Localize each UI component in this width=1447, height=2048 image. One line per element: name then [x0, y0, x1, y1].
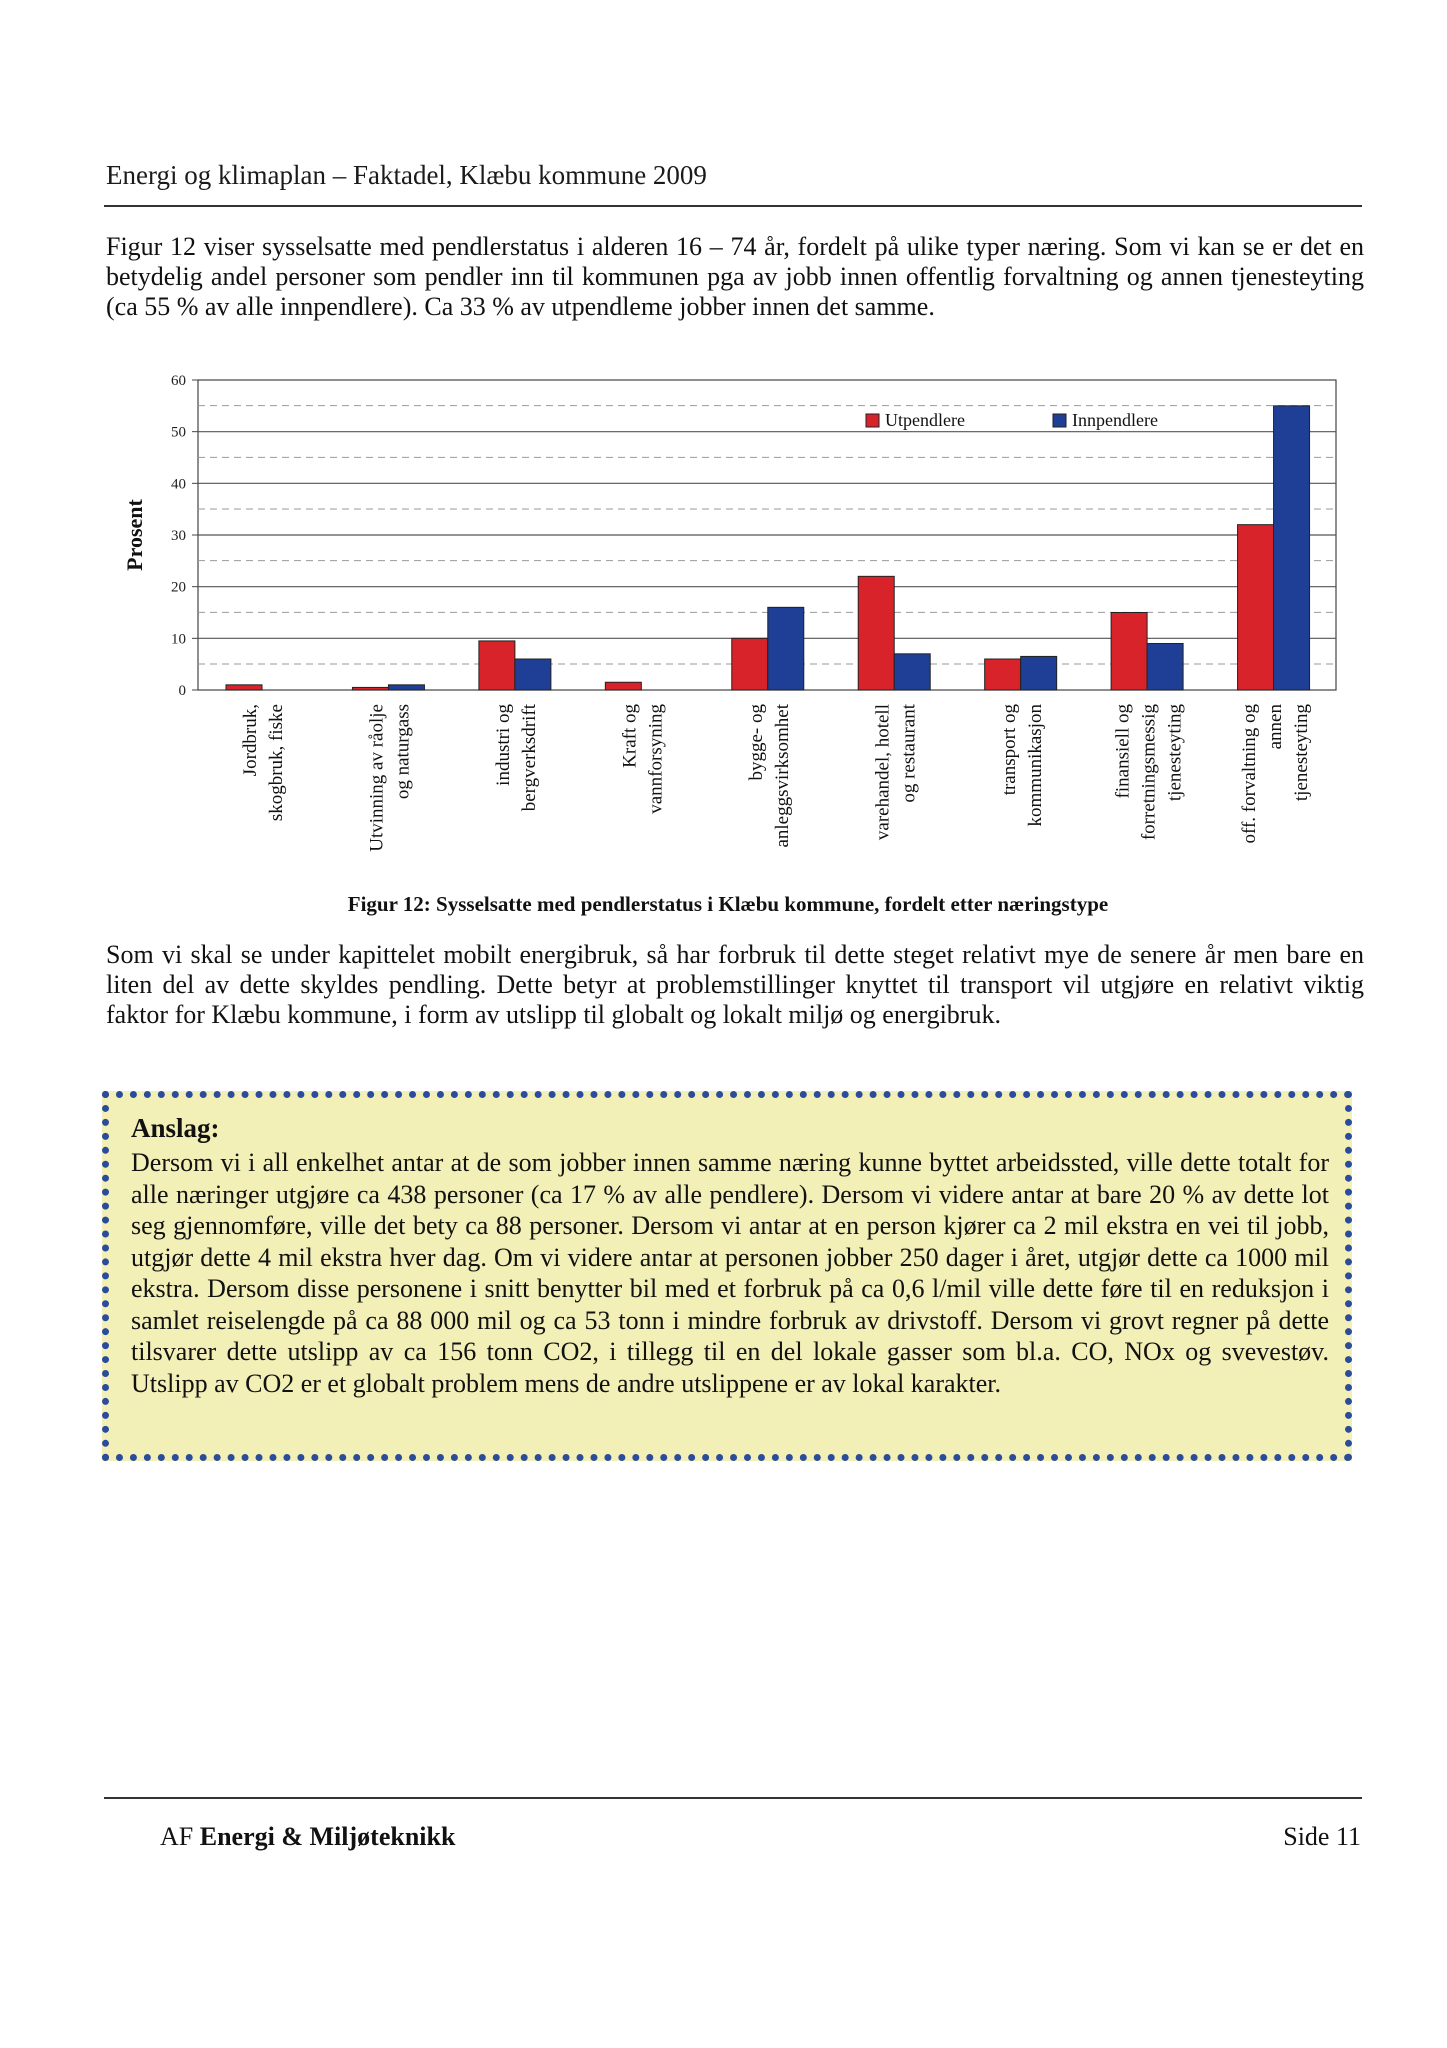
legend-swatch-utpendlere [866, 414, 879, 427]
category-label: tjenesteyting [1290, 704, 1312, 802]
category-label: varehandel, hotell [872, 704, 894, 841]
category-label: finansiell og [1112, 703, 1134, 799]
bar-innpendlere [388, 685, 424, 690]
bar-utpendlere [605, 682, 641, 690]
category-label: kommunikasjon [1024, 704, 1046, 827]
legend-label-utpendlere: Utpendlere [885, 410, 965, 430]
bar-innpendlere [894, 654, 930, 690]
legend-swatch-innpendlere [1053, 414, 1066, 427]
y-tick-label: 20 [171, 579, 186, 596]
bar-utpendlere [732, 638, 768, 690]
bar-utpendlere [858, 576, 894, 690]
header-rule [104, 205, 1362, 207]
post-figure-paragraph: Som vi skal se under kapittelet mobilt energibruk, så har forbruk til dette steget relativt mye de senere år men bare en liten del av dette skyldes pendling. Dette betyr at problemstillinger knyttet til transport vil utgjøre en relativt viktig faktor for Klæbu kommune, i form av utslipp til globalt og lokalt miljø og energibruk. [106, 940, 1364, 1029]
y-tick-label: 30 [171, 528, 186, 544]
bar-innpendlere [1147, 644, 1183, 691]
bar-innpendlere [1274, 406, 1310, 690]
category-label: forretningsmessig [1138, 704, 1160, 841]
legend-label-innpendlere: Innpendlere [1072, 410, 1158, 430]
bar-utpendlere [226, 685, 262, 690]
category-label: bygge- og [746, 704, 767, 781]
footer-company [160, 1822, 455, 1852]
category-label: skogbruk, fiske [266, 704, 288, 822]
bar-innpendlere [515, 659, 551, 690]
footer-rule [104, 1797, 1362, 1799]
category-label: transport og [998, 704, 1020, 796]
y-axis-label: Prosent [122, 499, 147, 571]
y-tick-label: 10 [171, 631, 186, 648]
bar-utpendlere [352, 687, 388, 690]
estimate-box-title: Anslag: [131, 1113, 220, 1143]
page-header-title: Energi og klimaplan – Faktadel, Klæbu kommune 2009 [106, 160, 707, 190]
bar-utpendlere [479, 641, 515, 690]
bar-innpendlere [1021, 656, 1057, 690]
y-tick-label: 50 [171, 424, 186, 441]
category-label: og naturgass [392, 704, 414, 800]
estimate-box [102, 1091, 1352, 1461]
bar-utpendlere [1238, 525, 1274, 690]
page-number: Side 11 [1283, 1822, 1361, 1851]
category-label: industri og [493, 704, 515, 786]
footer-company-name: Energi & Miljøteknikk [199, 1822, 456, 1851]
bar-innpendlere [768, 607, 804, 690]
y-tick-label: 60 [171, 373, 186, 389]
estimate-box-text: Dersom vi i all enkelhet antar at de som jobber innen samme næring kunne byttet arbeidssted, ville dette totalt for alle næringer utgjøre ca 438 personer (ca 17 % av alle pendlere). Dersom vi videre antar at bare 20 % av dette lot seg gjennomføre, ville det bety ca 88 personer. Dersom vi antar at en person kjører ca 2 mil ekstra en vei til jobb, utgjør dette 4 mil ekstra hver dag. Om vi videre antar at personen jobber 250 dager i året, utgjør dette ca 1000 mil ekstra. Dersom disse personene i snitt benytter bil med et forbruk på ca 0,6 l/mil ville dette føre til en reduksjon i samlet reiselengde på ca 88 000 mil og ca 53 tonn i mindre forbruk av drivstoff. Dersom vi grovt regner på dette tilsvarer dette utslipp av ca 156 tonn CO2, i tillegg til en del lokale gasser som bl.a. CO, NOx og svevestøv. Utslipp av CO2 er et globalt problem mens de andre utslippene er av lokal karakter. [131, 1148, 1329, 1398]
category-label: vannforsyning [645, 704, 667, 814]
category-label: og restaurant [898, 704, 920, 803]
category-label: Utvinning av råolje [366, 704, 388, 852]
bar-utpendlere [1111, 613, 1147, 691]
figure-caption: Figur 12: Sysselsatte med pendlerstatus i Klæbu kommune, fordelt etter næringstype [347, 892, 1109, 916]
category-label: Jordbruk, [240, 704, 262, 777]
category-label: off. forvaltning og [1238, 704, 1260, 844]
intro-paragraph: Figur 12 viser sysselsatte med pendlerstatus i alderen 16 – 74 år, fordelt på ulike typer næring. Som vi kan se er det en betydelig andel personer som pendler inn til kommunen pga av jobb innen offentlig forvaltning og annen tjenesteyting (ca 55 % av alle innpendlere). Ca 33 % av utpendleme jobber innen det samme. [106, 232, 1364, 321]
footer-company-prefix: AF [160, 1822, 194, 1851]
chart-svg [118, 368, 1348, 888]
category-label: bergverksdrift [519, 704, 541, 812]
y-tick-label: 40 [171, 476, 186, 493]
bar-utpendlere [985, 659, 1021, 690]
bar-chart [118, 368, 1348, 893]
category-label: anleggsvirksomhet [772, 704, 793, 848]
category-label: Kraft og [619, 704, 641, 768]
category-label: annen [1264, 704, 1286, 750]
y-tick-label: 0 [178, 683, 186, 699]
category-label: tjenesteyting [1164, 704, 1186, 802]
